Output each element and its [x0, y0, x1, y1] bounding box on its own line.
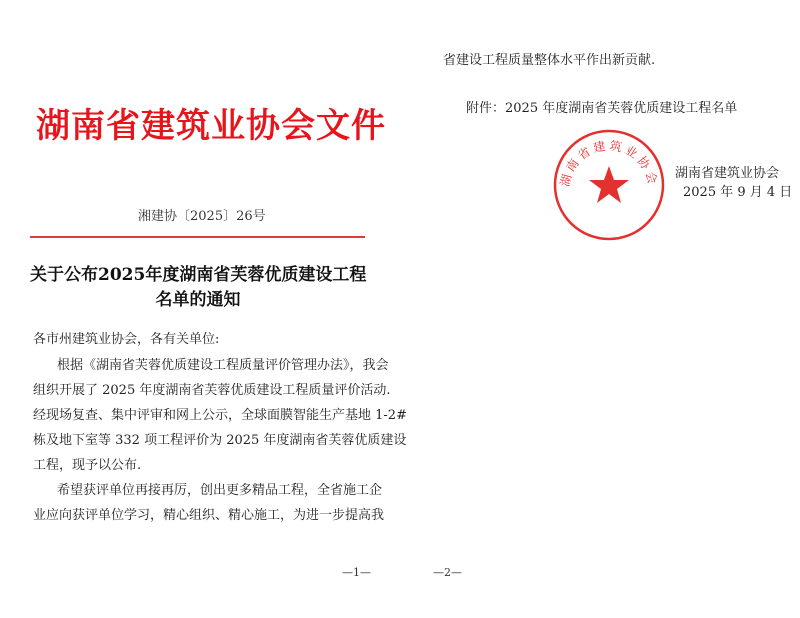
body-line: 栋及地下室等 332 项工程评价为 2025 年度湖南省芙蓉优质建设 — [33, 433, 407, 448]
document-number: 湘建协〔2025〕26号 — [138, 209, 266, 224]
salutation: 各市州建筑业协会，各有关单位: — [33, 332, 220, 347]
signature: 湖南省建筑业协会 — [675, 166, 780, 181]
attachment-line: 附件：2025 年度湖南省芙蓉优质建设工程名单 — [466, 101, 738, 116]
seal-star-icon — [589, 166, 629, 203]
page-number-2: —2— — [433, 566, 462, 579]
continuation-text: 省建设工程质量整体水平作出新贡献. — [443, 53, 656, 68]
red-divider — [30, 236, 365, 238]
body-line: 组织开展了 2025 年度湖南省芙蓉优质建设工程质量评价活动. — [33, 383, 391, 398]
body-line: 业应向获评单位学习，精心组织、精心施工，为进一步提高我 — [33, 508, 385, 523]
issue-date: 2025 年 9 月 4 日 — [683, 185, 793, 200]
notice-title-line-1: 关于公布2025年度湖南省芙蓉优质建设工程 — [30, 265, 367, 285]
document-header: 湖南省建筑业协会文件 — [36, 106, 386, 146]
body-line: 根据《湖南省芙蓉优质建设工程质量评价管理办法》，我会 — [57, 358, 389, 373]
page-number-1: —1— — [342, 566, 371, 579]
official-seal — [552, 128, 666, 242]
body-line: 工程，现予以公布. — [33, 458, 142, 473]
body-line: 希望获评单位再接再厉，创出更多精品工程，全省施工企 — [57, 483, 383, 498]
notice-title-line-2: 名单的通知 — [155, 290, 241, 310]
seal-text: 湖南省建筑业协会 — [557, 138, 661, 188]
body-line: 经现场复查、集中评审和网上公示，全球面膜智能生产基地 1-2# — [33, 408, 407, 423]
